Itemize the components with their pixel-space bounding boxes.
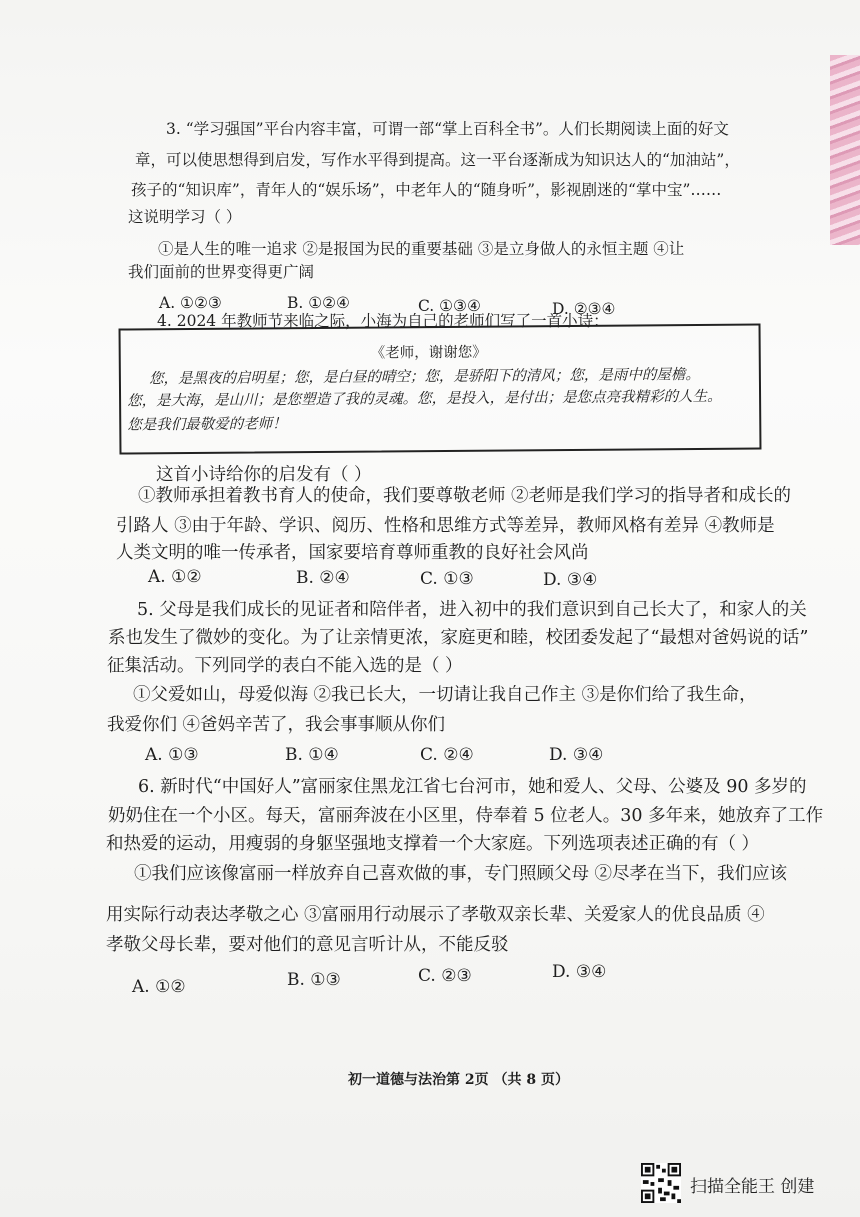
q3-line-2: 章，可以使思想得到启发，写作水平得到提高。这一平台逐渐成为知识达人的“加油站”， <box>135 151 740 169</box>
q3-statement-2: 我们面前的世界变得更广阔 <box>128 263 315 281</box>
q6-line-2: 奶奶住在一个小区。每天，富丽奔波在小区里，侍奉着 5 位老人。30 多年来，她放弃了工作 <box>108 806 824 826</box>
q5-statement-2: 我爱你们 ④爸妈辛苦了，我会事事顺从你们 <box>107 715 446 735</box>
q4-statement-3: 人类文明的唯一传承者，国家要培育尊师重教的良好社会风尚 <box>116 543 589 563</box>
page-footer: 初一道德与法治第 2页 （共 8 页） <box>348 1072 569 1088</box>
q3-option-d[interactable]: D. ②③④ <box>552 300 616 318</box>
poem-line-2: 您，是大海，是山川；是您塑造了我的灵魂。您，是投入，是付出；是您点亮我精彩的人生。 <box>127 388 722 410</box>
q3-line-3: 孩子的“知识库”，青年人的“娱乐场”，中老年人的“随身听”，影视剧迷的“掌中宝”…… <box>131 181 722 199</box>
scanner-watermark <box>641 1163 841 1203</box>
q5-statement-1: ①父爱如山，母爱似海 ②我已长大，一切请让我自己作主 ③是你们给了我生命， <box>133 685 757 705</box>
q6-statement-2: 用实际行动表达孝敬之心 ③富丽用行动展示了孝敬双亲长辈、关爱家人的优良品质 ④ <box>106 905 765 925</box>
q3-statement-1: ①是人生的唯一追求 ②是报国为民的重要基础 ③是立身做人的永恒主题 ④让 <box>158 240 685 258</box>
q5-line-1: 5. 父母是我们成长的见证者和陪伴者，进入初中的我们意识到自己长大了，和家人的关 <box>137 600 807 620</box>
q4-intro: 4. 2024 年教师节来临之际，小海为自己的老师们写了一首小诗： <box>157 312 609 330</box>
q4-question: 这首小诗给你的启发有（ ） <box>156 465 372 485</box>
q5-option-a[interactable]: A. ①③ <box>145 745 199 765</box>
q5-option-b[interactable]: B. ①④ <box>285 745 339 765</box>
q4-option-c[interactable]: C. ①③ <box>420 569 474 589</box>
q6-option-b[interactable]: B. ①③ <box>287 970 341 990</box>
q3-line-1: 3. “学习强国”平台内容丰富，可谓一部“掌上百科全书”。人们长期阅读上面的好文 <box>166 120 729 138</box>
page-edge-artifact <box>830 55 860 245</box>
q5-line-3: 征集活动。下列同学的表白不能入选的是（ ） <box>107 656 463 676</box>
q6-option-c[interactable]: C. ②③ <box>418 966 472 986</box>
q6-line-1: 6. 新时代“中国好人”富丽家住黑龙江省七台河市，她和爱人、父母、公婆及 90 多岁的 <box>138 777 807 797</box>
q5-line-2: 系也发生了微妙的变化。为了让亲情更浓，家庭更和睦，校团委发起了“最想对爸妈说的话” <box>108 628 809 648</box>
poem-box <box>119 323 762 454</box>
q4-statement-2: 引路人 ③由于年龄、学识、阅历、性格和思维方式等差异，教师风格有差异 ④教师是 <box>116 516 775 536</box>
q3-option-c[interactable]: C. ①③④ <box>418 297 481 315</box>
q4-option-b[interactable]: B. ②④ <box>296 568 350 588</box>
q6-option-d[interactable]: D. ③④ <box>552 962 607 982</box>
q3-option-a[interactable]: A. ①②③ <box>159 294 222 312</box>
poem-title: 《老师，谢谢您》 <box>370 344 487 362</box>
q4-option-a[interactable]: A. ①② <box>148 567 202 587</box>
q5-option-c[interactable]: C. ②④ <box>420 745 474 765</box>
q4-statement-1: ①教师承担着教书育人的使命，我们要尊敬老师 ②老师是我们学习的指导者和成长的 <box>138 486 792 506</box>
qr-code-icon <box>641 1163 681 1203</box>
q3-option-b[interactable]: B. ①②④ <box>287 294 350 312</box>
q4-option-d[interactable]: D. ③④ <box>543 570 598 590</box>
q6-statement-1: ①我们应该像富丽一样放弃自己喜欢做的事，专门照顾父母 ②尽孝在当下，我们应该 <box>134 864 788 884</box>
brand-name: 扫描全能王 创建 <box>690 1177 815 1197</box>
q3-line-4: 这说明学习（ ） <box>128 208 242 226</box>
q6-line-3: 和热爱的运动，用瘦弱的身躯坚强地支撑着一个大家庭。下列选项表述正确的有（ ） <box>106 834 760 854</box>
q6-statement-3: 孝敬父母长辈，要对他们的意见言听计从，不能反驳 <box>106 935 509 955</box>
poem-line-1: 您，是黑夜的启明星；您，是白昼的晴空；您，是骄阳下的清风；您，是雨中的屋檐。 <box>148 366 700 388</box>
poem-line-3: 您是我们最敬爱的老师！ <box>127 416 287 434</box>
q5-option-d[interactable]: D. ③④ <box>549 745 604 765</box>
q6-option-a[interactable]: A. ①② <box>132 977 186 997</box>
